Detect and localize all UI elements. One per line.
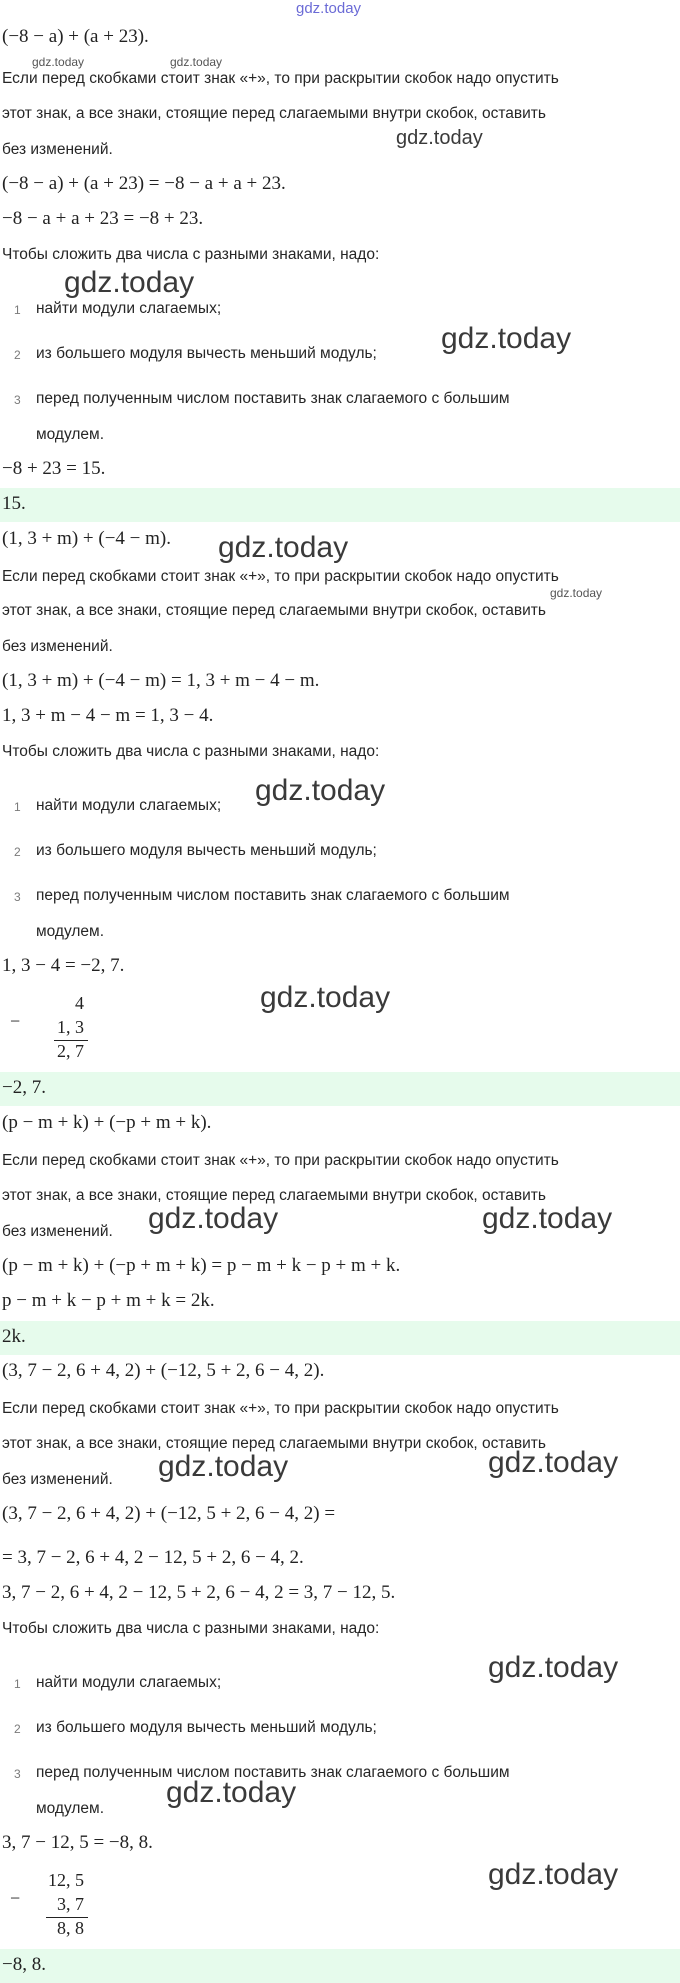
list-text: модулем. xyxy=(36,923,105,940)
watermark: gdz.today xyxy=(482,1202,613,1235)
p3-expression: (p − m + k) + (−p + m + k). xyxy=(2,1112,212,1133)
p4-column-subtraction xyxy=(10,1870,110,1950)
watermark: gdz.today xyxy=(260,981,391,1014)
p2-expression: (1, 3 + m) + (−4 − m). xyxy=(2,528,171,549)
p3-equation-2: p − m + k − p + m + k = 2k. xyxy=(2,1290,215,1311)
list-number: 3 xyxy=(14,890,21,904)
rule-text-line1: Если перед скобками стоит знак «+», то при раскрытии скобок надо опустить xyxy=(2,70,559,87)
list-text: модулем. xyxy=(36,1800,105,1817)
list-number: 2 xyxy=(14,845,21,859)
p1-equation-1: (−8 − a) + (a + 23) = −8 − a + a + 23. xyxy=(2,173,286,194)
list-number: 3 xyxy=(14,393,21,407)
watermark: gdz.today xyxy=(158,1450,289,1483)
column-minuend: 12, 5 xyxy=(48,1870,84,1890)
p2-equation-2: 1, 3 + m − 4 − m = 1, 3 − 4. xyxy=(2,705,214,726)
p1-expression: (−8 − a) + (a + 23). xyxy=(2,26,149,47)
watermark: gdz.today xyxy=(166,1776,297,1809)
p4-equation-2: 3, 7 − 2, 6 + 4, 2 − 12, 5 + 2, 6 − 4, 2 = 3, 7 − 12, 5. xyxy=(2,1582,396,1603)
rule-text-line1: Если перед скобками стоит знак «+», то при раскрытии скобок надо опустить xyxy=(2,1152,559,1169)
column-result: 2, 7 xyxy=(57,1041,84,1061)
rule-text-line2: этот знак, а все знаки, стоящие перед слагаемыми внутри скобок, оставить xyxy=(2,602,546,619)
p2-equation-1: (1, 3 + m) + (−4 − m) = 1, 3 + m − 4 − m. xyxy=(2,670,320,691)
column-minus-sign: − xyxy=(10,1888,21,1908)
watermark: gdz.today xyxy=(170,55,223,69)
list-text: перед полученным числом поставить знак слагаемого с большим xyxy=(36,887,510,904)
list-text: найти модули слагаемых; xyxy=(36,797,222,814)
p2-column-subtraction xyxy=(10,993,100,1073)
p4-equation-3: 3, 7 − 12, 5 = −8, 8. xyxy=(2,1832,153,1853)
rule-text-line1: Если перед скобками стоит знак «+», то при раскрытии скобок надо опустить xyxy=(2,1400,559,1417)
list-number: 1 xyxy=(14,303,21,317)
column-subtrahend: 3, 7 xyxy=(57,1894,84,1914)
rule-text-line2: этот знак, а все знаки, стоящие перед слагаемыми внутри скобок, оставить xyxy=(2,1435,546,1452)
watermark: gdz.today xyxy=(255,774,386,807)
p4-equation-1b: = 3, 7 − 2, 6 + 4, 2 − 12, 5 + 2, 6 − 4, 2. xyxy=(2,1547,304,1568)
sum-rule-heading: Чтобы сложить два числа с разными знаками, надо: xyxy=(2,1620,380,1637)
rule-text-line3: без изменений. xyxy=(2,638,113,655)
p1-equation-2: −8 − a + a + 23 = −8 + 23. xyxy=(2,208,204,229)
sum-rule-heading: Чтобы сложить два числа с разными знаками, надо: xyxy=(2,246,380,263)
list-number: 1 xyxy=(14,800,21,814)
rule-text-line1: Если перед скобками стоит знак «+», то при раскрытии скобок надо опустить xyxy=(2,568,559,585)
column-minuend: 4 xyxy=(75,993,84,1013)
column-result: 8, 8 xyxy=(57,1918,84,1938)
list-text: найти модули слагаемых; xyxy=(36,300,222,317)
sum-rule-heading: Чтобы сложить два числа с разными знаками, надо: xyxy=(2,743,380,760)
rule-text-line3: без изменений. xyxy=(2,1223,113,1240)
watermark: gdz.today xyxy=(488,1651,619,1684)
list-number: 3 xyxy=(14,1767,21,1781)
list-text: из большего модуля вычесть меньший модуль; xyxy=(36,842,377,859)
p3-equation-1: (p − m + k) + (−p + m + k) = p − m + k − p + m + k. xyxy=(2,1255,401,1276)
watermark: gdz.today xyxy=(32,55,85,69)
list-text: найти модули слагаемых; xyxy=(36,1674,222,1691)
watermark: gdz.today xyxy=(488,1858,619,1891)
p3-answer: 2k. xyxy=(0,1321,680,1355)
watermark: gdz.today xyxy=(218,531,349,564)
p4-equation-1: (3, 7 − 2, 6 + 4, 2) + (−12, 5 + 2, 6 − 4, 2) = xyxy=(2,1503,336,1524)
p1-equation-3: −8 + 23 = 15. xyxy=(2,458,106,479)
list-text: модулем. xyxy=(36,426,105,443)
rule-text-line3: без изменений. xyxy=(2,1471,113,1488)
list-number: 2 xyxy=(14,348,21,362)
column-minus-sign: − xyxy=(10,1011,21,1031)
list-text: из большего модуля вычесть меньший модуль; xyxy=(36,345,377,362)
list-text: перед полученным числом поставить знак слагаемого с большим xyxy=(36,390,510,407)
list-text: из большего модуля вычесть меньший модуль; xyxy=(36,1719,377,1736)
watermark: gdz.today xyxy=(396,127,483,149)
rule-text-line2: этот знак, а все знаки, стоящие перед слагаемыми внутри скобок, оставить xyxy=(2,105,546,122)
watermark: gdz.today xyxy=(441,322,572,355)
p1-answer: 15. xyxy=(0,488,680,522)
watermark: gdz.today xyxy=(148,1202,279,1235)
p4-expression: (3, 7 − 2, 6 + 4, 2) + (−12, 5 + 2, 6 − 4, 2). xyxy=(2,1360,325,1381)
rule-text-line3: без изменений. xyxy=(2,141,113,158)
watermark: gdz.today xyxy=(550,586,603,600)
rule-text-line2: этот знак, а все знаки, стоящие перед слагаемыми внутри скобок, оставить xyxy=(2,1187,546,1204)
watermark-top: gdz.today xyxy=(296,0,362,17)
p2-equation-3: 1, 3 − 4 = −2, 7. xyxy=(2,955,125,976)
watermark: gdz.today xyxy=(64,266,195,299)
watermark: gdz.today xyxy=(488,1446,619,1479)
column-subtrahend: 1, 3 xyxy=(57,1017,84,1037)
list-number: 1 xyxy=(14,1677,21,1691)
p2-answer: −2, 7. xyxy=(0,1072,680,1106)
list-text: перед полученным числом поставить знак слагаемого с большим xyxy=(36,1764,510,1781)
list-number: 2 xyxy=(14,1722,21,1736)
p4-answer: −8, 8. xyxy=(0,1949,680,1983)
